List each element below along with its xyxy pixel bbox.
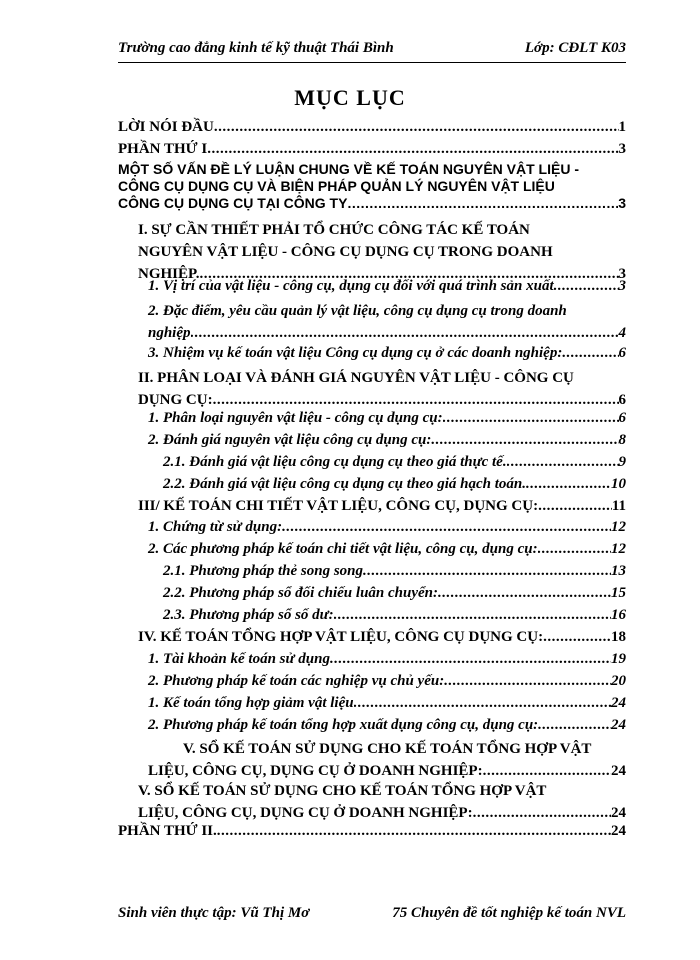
toc-entry-text: 2.1. Đánh giá vật liệu công cụ dụng cụ theo giá thực tế. (163, 454, 507, 470)
toc-entry[interactable] (118, 822, 626, 840)
toc-page-number: 24 (611, 805, 626, 821)
toc-page-number: 10 (611, 476, 626, 492)
toc-leader-dots (334, 606, 611, 624)
toc-entry[interactable] (163, 453, 626, 471)
toc-entry-text: I. SỰ CẦN THIẾT PHẢI TỔ CHỨC CÔNG TÁC KẾ TOÁN (138, 222, 530, 238)
toc-entry[interactable] (138, 367, 626, 411)
toc-entry-text: nghiệp (148, 325, 191, 341)
toc-leader-dots (538, 497, 612, 515)
toc-entry-text: 1. Kế toán tổng hợp giảm vật liệu (148, 695, 354, 711)
toc-entry[interactable] (118, 140, 626, 158)
toc-entry[interactable] (163, 584, 626, 602)
toc-page-number: 1 (618, 119, 626, 135)
toc-page-number: 19 (611, 651, 626, 667)
toc-entry-text: LIỆU, CÔNG CỤ, DỤNG CỤ Ở DOANH NGHIỆP: (138, 805, 473, 821)
toc-entry-text: 2. Các phương pháp kế toán chi tiết vật liệu, công cụ, dụng cụ: (148, 541, 538, 557)
toc-entry-text: 1. Chứng từ sử dụng: (148, 519, 283, 535)
toc-page-number: 12 (611, 541, 626, 557)
toc-leader-dots (443, 409, 619, 427)
toc-entry[interactable] (138, 780, 626, 824)
toc-page-number: 3 (618, 278, 626, 294)
toc-leader-dots (431, 431, 618, 449)
toc-leader-dots (507, 453, 619, 471)
toc-entry[interactable] (163, 475, 626, 493)
class-code: Lớp: CĐLT K03 (524, 40, 626, 56)
toc-entry-text: PHẦN THỨ II. (118, 823, 217, 839)
toc-page-number: 3 (618, 141, 626, 157)
toc-entry[interactable] (138, 628, 626, 646)
toc-entry-text: 1. Phân loại nguyên vật liệu - công cụ dụng cụ: (148, 410, 443, 426)
toc-entry[interactable] (138, 497, 626, 515)
toc-leader-dots (538, 540, 611, 558)
toc-page-number: 11 (611, 498, 626, 514)
toc-page-number: 24 (611, 823, 626, 839)
school-name: Trường cao đẳng kinh tế kỹ thuật Thái Bình (118, 40, 394, 56)
toc-entry-text: PHẦN THỨ I (118, 141, 208, 157)
toc-page-number: 24 (611, 717, 626, 733)
toc-entry[interactable] (163, 562, 626, 580)
page-title: MỤC LỤC (294, 85, 406, 110)
toc-entry-text: LIỆU, CÔNG CỤ, DỤNG CỤ Ở DOANH NGHIỆP: (148, 763, 483, 779)
toc-entry-text: NGHIỆP. (138, 266, 200, 282)
toc-entry[interactable] (118, 118, 626, 136)
toc-entry-text: 2. Đặc điểm, yêu cầu quản lý vật liệu, công cụ dụng cụ trong doanh (148, 303, 567, 319)
toc-page-number: 24 (611, 763, 626, 779)
toc-page-number: 6 (618, 410, 626, 426)
toc-entry[interactable] (148, 672, 626, 690)
toc-entry-text: V. SỔ KẾ TOÁN SỬ DỤNG CHO KẾ TOÁN TỔNG HỢP VẬT (138, 783, 547, 799)
toc-page-number: 15 (611, 585, 626, 601)
toc-leader-dots (214, 118, 619, 136)
toc-entry[interactable] (118, 161, 626, 212)
header-rule (118, 62, 626, 63)
thesis-label: 75 Chuyên đề tốt nghiệp kế toán NVL (392, 905, 626, 921)
toc-entry-text: III/ KẾ TOÁN CHI TIẾT VẬT LIỆU, CÔNG CỤ, DỤNG CỤ: (138, 498, 539, 514)
toc-entry-text: DỤNG CỤ: (138, 392, 213, 408)
toc-entry-text: 2.2. Đánh giá vật liệu công cụ dụng cụ theo giá hạch toán. (163, 476, 526, 492)
toc-leader-dots (207, 140, 618, 158)
toc-leader-dots (191, 322, 619, 344)
toc-leader-dots (354, 694, 611, 712)
toc-page-number: 3 (618, 195, 626, 211)
toc-entry-text: CÔNG CỤ DỤNG CỤ TẠI CÔNG TY (118, 195, 348, 211)
toc-entry-text: 2. Phương pháp kế toán tổng hợp xuất dụng công cụ, dụng cụ: (148, 717, 539, 733)
toc-entry-text: IV. KẾ TOÁN TỔNG HỢP VẬT LIỆU, CÔNG CỤ DỤNG CỤ: (138, 629, 544, 645)
page-header (118, 40, 626, 64)
toc-entry[interactable] (138, 219, 626, 285)
toc-leader-dots (538, 716, 611, 734)
toc-page-number: 8 (618, 432, 626, 448)
toc-entry-text: 2.2. Phương pháp sổ đối chiếu luân chuyển: (163, 585, 438, 601)
toc-entry[interactable] (148, 518, 626, 536)
toc-entry[interactable] (148, 409, 626, 427)
toc-page-number: 3 (618, 266, 626, 282)
toc-leader-dots (543, 628, 611, 646)
toc-leader-dots (473, 802, 611, 824)
toc-page-number: 6 (618, 345, 626, 361)
toc-entry-text: MỘT SỐ VẤN ĐỀ LÝ LUẬN CHUNG VỀ KẾ TOÁN NGUYÊN VẬT LIỆU - (118, 161, 579, 177)
toc-leader-dots (483, 760, 611, 782)
toc-page-number: 12 (611, 519, 626, 535)
toc-leader-dots (213, 389, 619, 411)
toc-entry[interactable] (148, 277, 626, 295)
toc-entry[interactable] (148, 650, 626, 668)
toc-page-number: 6 (618, 392, 626, 408)
toc-page-number: 20 (611, 673, 626, 689)
toc-entry-text: 2.1. Phương pháp thẻ song song (163, 563, 364, 579)
toc-entry[interactable] (148, 716, 626, 734)
toc-entry-text: 2.3. Phương pháp sổ số dư: (163, 607, 334, 623)
toc-page-number: 18 (611, 629, 626, 645)
toc-leader-dots (554, 277, 619, 295)
toc-entry-text: 2. Đánh giá nguyên vật liệu công cụ dụng cụ: (148, 432, 432, 448)
toc-page-number: 24 (611, 695, 626, 711)
toc-page-number: 4 (618, 325, 626, 341)
toc-leader-dots (217, 822, 611, 840)
toc-leader-dots (444, 672, 611, 690)
toc-page-number: 16 (611, 607, 626, 623)
toc-entry[interactable] (148, 300, 626, 344)
toc-leader-dots (438, 584, 611, 602)
toc-leader-dots (282, 518, 611, 536)
toc-leader-dots (526, 475, 611, 493)
toc-entry-text: 1. Vị trí của vật liệu - công cụ, dụng cụ đối với quá trình sản xuất (148, 278, 554, 294)
toc-entry-text: 2. Phương pháp kế toán các nghiệp vụ chủ yếu: (148, 673, 445, 689)
toc-entry[interactable] (148, 738, 626, 782)
toc-entry[interactable] (148, 431, 626, 449)
toc-entry-text: CÔNG CỤ DỤNG CỤ VÀ BIỆN PHÁP QUẢN LÝ NGUYÊN VẬT LIỆU (118, 178, 555, 194)
toc-page-number: 9 (618, 454, 626, 470)
toc-entry-text: LỜI NÓI ĐẦU (118, 119, 214, 135)
toc-leader-dots (562, 344, 618, 362)
toc-entry-text: II. PHÂN LOẠI VÀ ĐÁNH GIÁ NGUYÊN VẬT LIỆU - CÔNG CỤ (138, 370, 574, 386)
toc-entry-text: 3. Nhiệm vụ kế toán vật liệu Công cụ dụng cụ ở các doanh nghiệp: (148, 345, 563, 361)
toc-entry-text: NGUYÊN VẬT LIỆU - CÔNG CỤ DỤNG CỤ TRONG DOANH (138, 244, 553, 260)
toc-entry[interactable] (163, 606, 626, 624)
toc-leader-dots (330, 650, 611, 668)
toc-entry[interactable] (148, 344, 626, 362)
toc-entry[interactable] (148, 540, 626, 558)
toc-entry-text: 1. Tài khoản kế toán sử dụng (148, 651, 330, 667)
toc-entry[interactable] (148, 694, 626, 712)
toc-entry-text: V. SỔ KẾ TOÁN SỬ DỤNG CHO KẾ TOÁN TỔNG HỢP VẬT (183, 741, 592, 757)
toc-leader-dots (347, 195, 618, 212)
student-name: Sinh viên thực tập: Vũ Thị Mơ (118, 905, 310, 921)
toc-page-number: 13 (611, 563, 626, 579)
toc-leader-dots (363, 562, 611, 580)
